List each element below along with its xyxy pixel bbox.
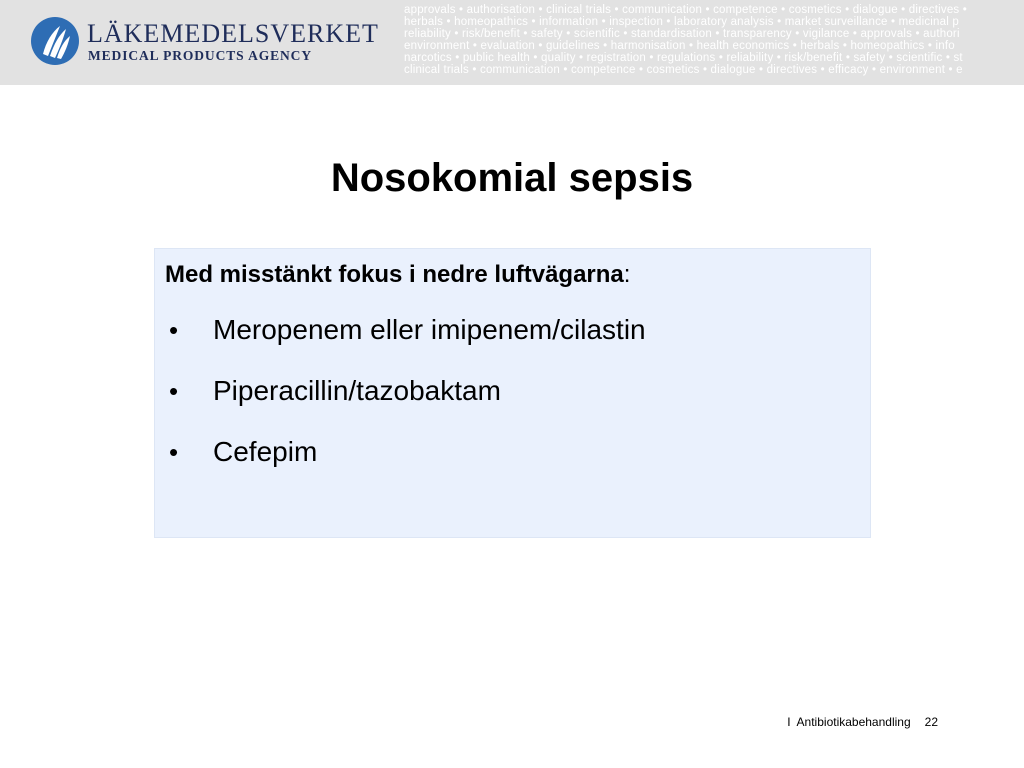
footer [787, 714, 938, 730]
watermark-line: narcotics • public health • quality • registration • regulations • reliability • risk/benefit • safety • scientific • st [404, 52, 963, 65]
bullet-icon: • [169, 437, 179, 467]
footer-label: Antibiotikabehandling [796, 715, 911, 729]
leaf-emblem-icon [30, 16, 80, 66]
bullet-icon: • [169, 315, 179, 345]
bullet-icon: • [169, 376, 179, 406]
agency-logo [30, 14, 379, 70]
watermark-line: reliability • risk/benefit • safety • scientific • standardisation • transparency • vigilance • approvals • authori [404, 28, 960, 41]
bullet-text: Piperacillin/tazobaktam [213, 375, 501, 406]
watermark-line: herbals • homeopathics • information • inspection • laboratory analysis • market surveillance • medicinal p [404, 16, 959, 29]
bullet-text: Cefepim [213, 436, 318, 467]
logo-subtitle: MEDICAL PRODUCTS AGENCY [88, 48, 312, 63]
footer-separator: I [787, 715, 791, 729]
box-heading-colon: : [623, 261, 631, 288]
watermark-line: approvals • authorisation • clinical trials • communication • competence • cosmetics • dialogue • directives • [404, 4, 967, 16]
content-box [154, 248, 871, 538]
slide-title: Nosokomial sepsis [330, 156, 694, 200]
box-heading-text: Med misstänkt fokus i nedre luftvägarna [165, 261, 624, 288]
box-heading [165, 257, 630, 293]
watermark-text [404, 4, 1024, 82]
page-number: 22 [924, 715, 938, 729]
header-band [0, 0, 1024, 85]
watermark-line: environment • evaluation • guidelines • harmonisation • health economics • herbals • homeopathics • info [404, 40, 955, 53]
watermark-line: clinical trials • communication • competence • cosmetics • dialogue • directives • efficacy • environment • e [404, 64, 963, 77]
logo-name: LÄKEMEDELSVERKET [87, 19, 379, 48]
bullet-text: Meropenem eller imipenem/cilastin [213, 314, 646, 345]
